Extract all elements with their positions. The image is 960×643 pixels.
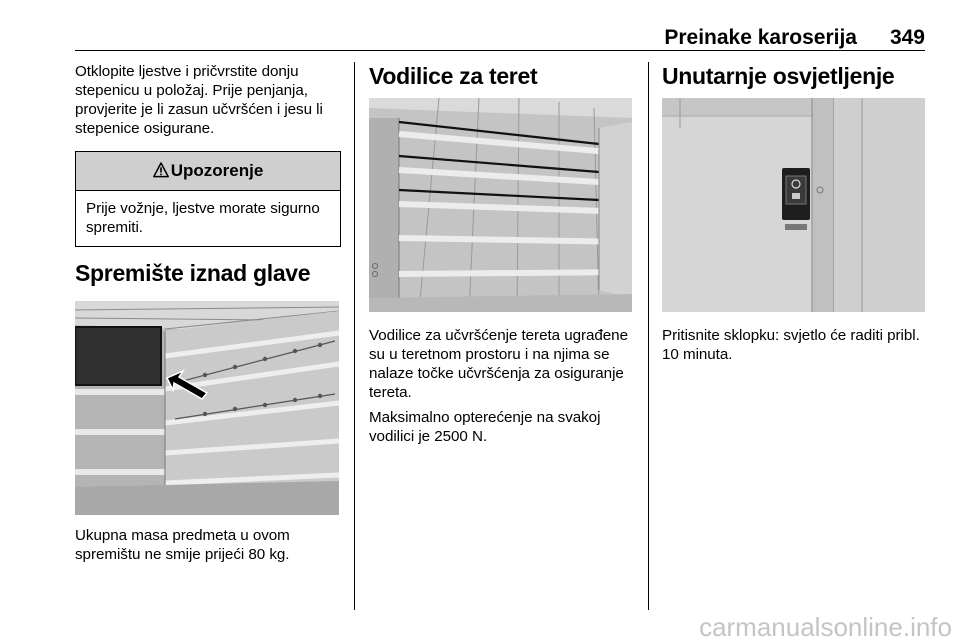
watermark: carmanualsonline.info [699,612,952,642]
warning-body [76,191,340,246]
column-1 [75,62,341,564]
warning-header [76,152,340,191]
column-2 [369,62,633,446]
interior-lighting-illustration [662,98,925,312]
interior-lighting-text: Pritisnite sklopku: svjetlo će raditi pribl. 10 minuta. [662,327,920,363]
cargo-rails-text-1: Vodilice za učvršćenje tereta ugrađene su u teretnom prostoru i na njima se nalaze točke učvršćenja za osiguranje tereta. [369,327,628,401]
warning-box [75,151,341,247]
overhead-storage-caption: Ukupna masa predmeta u ovom spremištu ne smije prijeći 80 kg. [75,527,290,563]
warning-title: Upozorenje [170,161,264,180]
cargo-rails-illustration [369,98,632,312]
column-3 [662,62,926,364]
overhead-storage-illustration [75,301,339,515]
warning-text: Prije vožnje, ljestve morate sigurno spremiti. [86,200,320,236]
intro-text: Otklopite ljestve i pričvrstite donju stepenicu u položaj. Prije penjanja, provjerite je li zasun učvršćen i jesu li stepenice osigurane. [75,63,323,137]
column-divider [354,62,355,610]
column-divider [648,62,649,610]
warning-triangle-icon [153,162,169,178]
section-title-overhead-storage: Spremište iznad glave [75,260,311,286]
page-number: 349 [889,26,925,49]
cargo-rails-text-2: Maksimalno opterećenje na svakoj vodilici je 2500 N. [369,409,601,445]
header-title: Preinake karoserija [664,26,857,49]
page-header [75,20,925,51]
section-title-cargo-rails: Vodilice za teret [369,63,538,89]
section-title-interior-lighting: Unutarnje osvjetljenje [662,63,895,89]
